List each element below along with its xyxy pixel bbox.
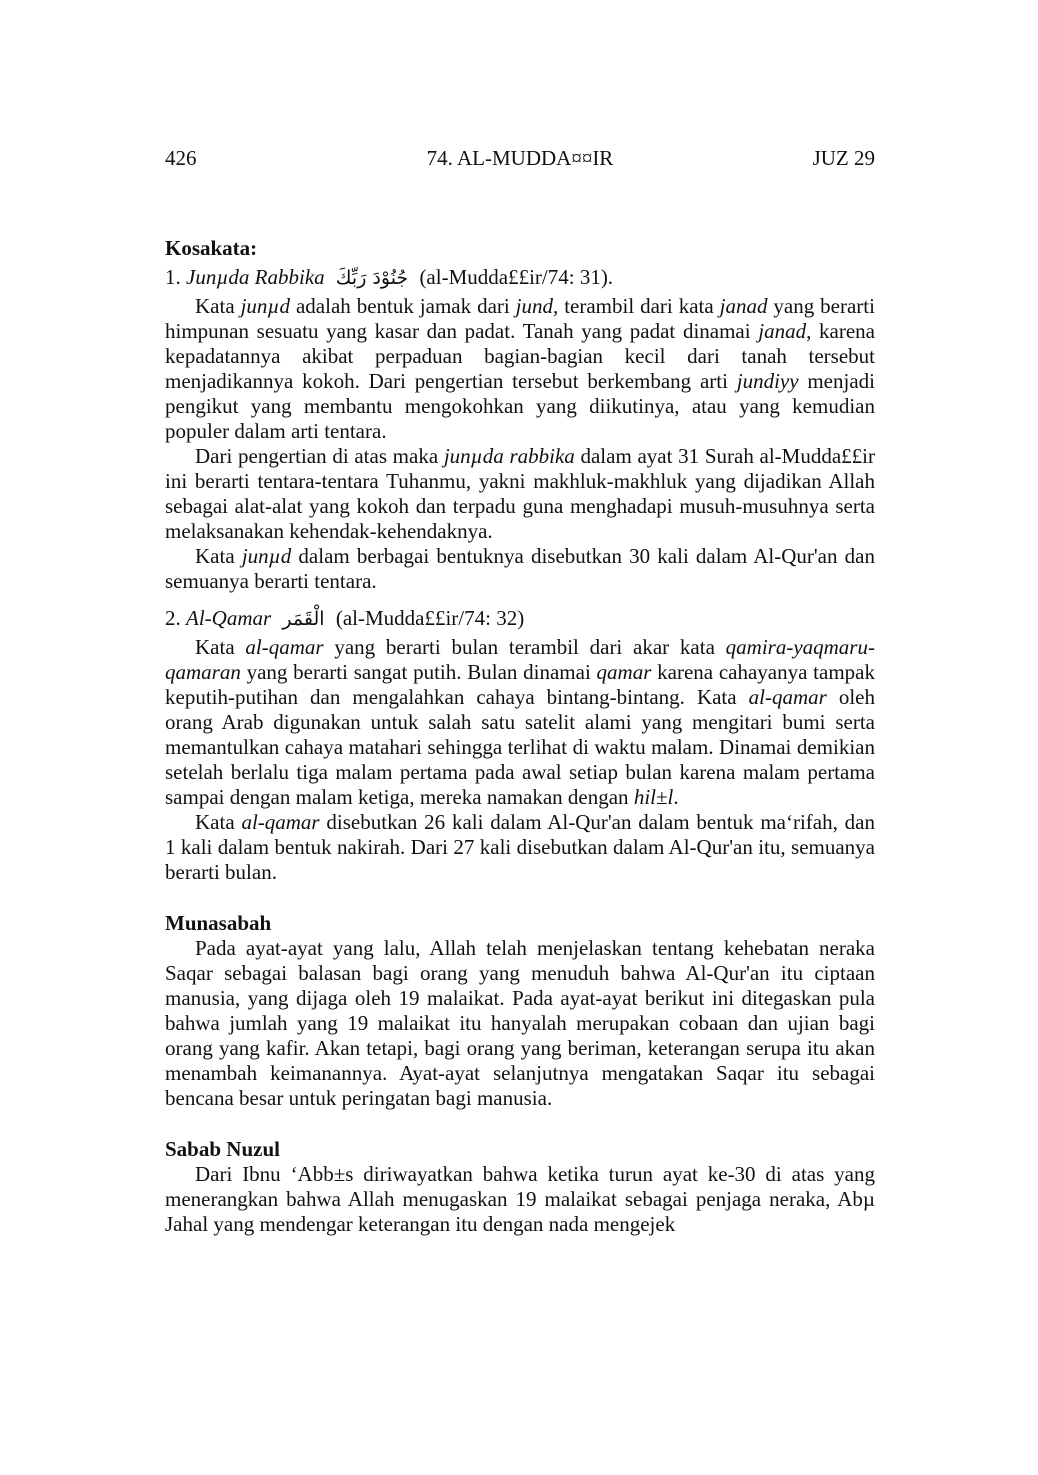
paragraph: Kata al-qamar yang berarti bulan terambil dari akar kata qamira-yaqmaru-qamaran yang berarti sangat putih. Bulan dinamai qamar karena cahayanya tampak keputih-putihan dan mengalahkan cahaya bintang-bintang. Kata al-qamar oleh orang Arab digunakan untuk salah satu satelit alami yang mengitari bumi serta memantulkan cahaya matahari sehingga terlihat di waktu malam. Dinamai demikian setelah berlalu tiga malam pertama pada awal setiap bulan karena malam pertama sampai dengan malam ketiga, mereka namakan dengan hil±l. [165,635,875,809]
munasabah-heading: Munasabah [165,911,272,935]
entry-term: Junµda Rabbika [186,265,325,289]
surah-title: 74. AL-MUDDA¤¤IR [426,146,614,170]
document-page [165,140,875,1237]
entry-number: 1. [165,265,181,289]
kosakata-heading: Kosakata: [165,236,258,260]
sabab-nuzul-paragraph: Dari Ibnu ‘Abb±s diriwayatkan bahwa ketika turun ayat ke-30 di atas yang menerangkan bahwa Allah menugaskan 19 malaikat sebagai penjaga neraka, Abµ Jahal yang mendengar keterangan itu dengan nada mengejek [165,1162,875,1236]
entry-reference: (al-Mudda££ir/74: 31). [419,265,614,289]
paragraph: Kata al-qamar disebutkan 26 kali dalam Al-Qur'an dalam bentuk ma‘rifah, dan 1 kali dalam bentuk nakirah. Dari 27 kali disebutkan dalam Al-Qur'an itu, semuanya berarti bulan. [165,810,875,884]
vocab-entry-1 [165,265,875,291]
entry-term: Al-Qamar [186,606,272,630]
paragraph: Kata junµd adalah bentuk jamak dari jund, terambil dari kata janad yang berarti himpunan sesuatu yang kasar dan padat. Tanah yang padat dinamai janad, karena kepadatannya akibat perpaduan bagian-bagian kecil dari tanah tersebut menjadikannya kokoh. Dari pengertian tersebut berkembang arti jundiyy menjadi pengikut yang membantu mengokohkan yang diikutinya, atau yang kemudian populer dalam arti tentara. [165,294,875,443]
juz-label: JUZ 29 [812,146,875,170]
munasabah-paragraph: Pada ayat-ayat yang lalu, Allah telah menjelaskan tentang kehebatan neraka Saqar sebagai balasan bagi orang yang menuduh bahwa Al-Qur'an itu ciptaan manusia, yang dijaga oleh 19 malaikat. Pada ayat-ayat berikut ini ditegaskan pula bahwa jumlah yang 19 malaikat itu hanyalah merupakan cobaan dan ujian bagi orang yang kafir. Akan tetapi, bagi orang yang beriman, keterangan serupa itu akan menambah keimanannya. Ayat-ayat selanjutnya mengatakan Saqar itu sebagai bencana besar untuk peringatan bagi manusia. [165,936,875,1110]
entry-reference: (al-Mudda££ir/74: 32) [335,606,525,630]
vocab-entry-2 [165,606,875,632]
page-number: 426 [165,146,197,170]
paragraph: Kata junµd dalam berbagai bentuknya disebutkan 30 kali dalam Al-Qur'an dan semuanya berarti tentara. [165,544,875,593]
arabic-term: جُنُوْدَ رَبِّكَ [335,267,409,289]
arabic-term: الْقَمَر [282,608,325,630]
paragraph: Dari pengertian di atas maka junµda rabbika dalam ayat 31 Surah al-Mudda££ir ini berarti tentara-tentara Tuhanmu, yakni makhluk-makhluk yang dijadikan Allah sebagai alat-alat yang kokoh dan terpadu guna menghadapi musuh-musuhnya serta melaksanakan kehendak-kehendaknya. [165,444,875,543]
sabab-nuzul-heading: Sabab Nuzul [165,1137,280,1161]
running-header [165,140,875,170]
entry-number: 2. [165,606,181,630]
